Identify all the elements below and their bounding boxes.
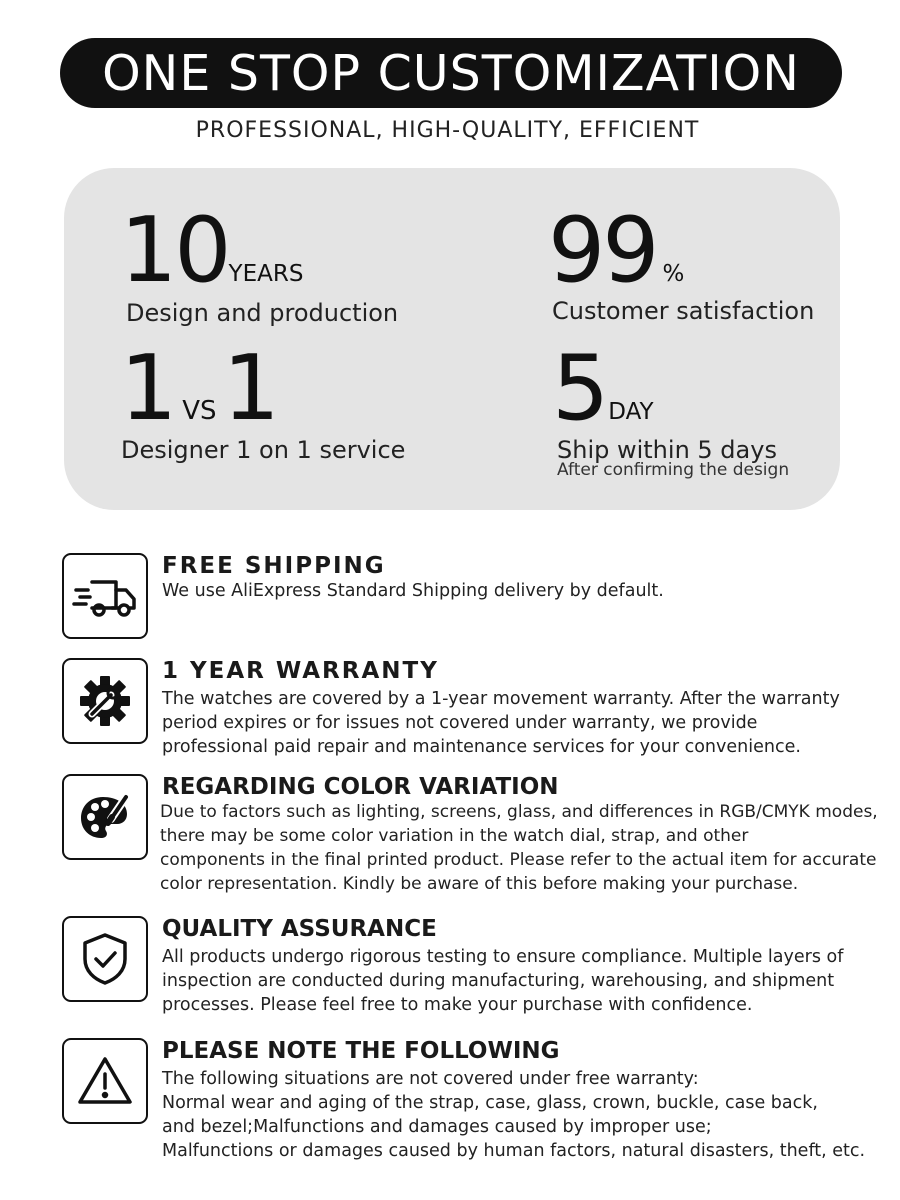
stat-ship [552,336,654,441]
stat-years-label: Design and production [126,299,399,327]
stat-years-number: 10 [120,198,229,303]
feature-line: We use AliExpress Standard Shipping delivery by default. [162,581,664,601]
stat-ship-number: 5 [552,336,607,441]
warning-icon [62,1038,148,1124]
stat-satisfaction [548,198,685,303]
stat-one-on-one [120,336,277,441]
feature-line: components in the final printed product. Please refer to the actual item for accurate [160,850,877,870]
stat-vs: VS [182,396,217,426]
feature-description [162,687,862,759]
stat-one-left: 1 [120,336,175,441]
feature-description [162,1067,866,1163]
feature-title: 1 YEAR WARRANTY [162,658,439,684]
stat-ship-label: Ship within 5 days [557,436,777,464]
feature-line: Malfunctions or damages caused by human factors, natural disasters, theft, etc. [162,1141,866,1161]
feature-title: PLEASE NOTE THE FOLLOWING [162,1038,560,1064]
stat-satisfaction-number: 99 [548,198,657,303]
page-subtitle: PROFESSIONAL, HIGH-QUALITY, EFFICIENT [195,118,700,143]
delivery-truck-icon [62,553,148,639]
feature-line: inspection are conducted during manufacturing, warehousing, and shipment [162,971,835,991]
feature-line: and bezel;Malfunctions and damages caused by improper use; [162,1117,712,1137]
stat-satisfaction-unit: % [662,261,685,287]
feature-title: REGARDING COLOR VARIATION [162,774,559,800]
palette-icon [62,774,148,860]
feature-line: there may be some color variation in the watch dial, strap, and other [160,826,749,846]
stat-years [120,198,304,303]
stat-one-on-one-label: Designer 1 on 1 service [121,436,406,464]
feature-line: Normal wear and aging of the strap, case, glass, crown, buckle, case back, [162,1093,818,1113]
feature-line: All products undergo rigorous testing to ensure compliance. Multiple layers of [162,947,844,967]
feature-line: professional paid repair and maintenance services for your convenience. [162,737,801,757]
title-banner [60,38,842,108]
feature-line: The watches are covered by a 1-year movement warranty. After the warranty [162,689,840,709]
gear-wrench-icon [62,658,148,744]
stat-satisfaction-label: Customer satisfaction [552,297,815,325]
shield-check-icon [62,916,148,1002]
stat-ship-sublabel: After confirming the design [557,460,790,480]
feature-title: QUALITY ASSURANCE [162,916,437,942]
page-title: ONE STOP CUSTOMIZATION [102,44,800,102]
feature-line: The following situations are not covered under free warranty: [162,1069,699,1089]
feature-line: period expires or for issues not covered under warranty, we provide [162,713,758,733]
stat-ship-unit: DAY [608,399,654,425]
stat-one-right: 1 [222,336,277,441]
feature-line: processes. Please feel free to make your purchase with confidence. [162,995,753,1015]
feature-description [162,579,862,603]
feature-line: Due to factors such as lighting, screens, glass, and differences in RGB/CMYK modes, [160,802,878,822]
feature-description [162,945,862,1017]
feature-title: FREE SHIPPING [162,553,386,579]
stat-years-unit: YEARS [228,261,304,287]
feature-line: color representation. Kindly be aware of this before making your purchase. [160,874,799,894]
feature-description [160,800,878,896]
stats-panel [64,168,840,510]
